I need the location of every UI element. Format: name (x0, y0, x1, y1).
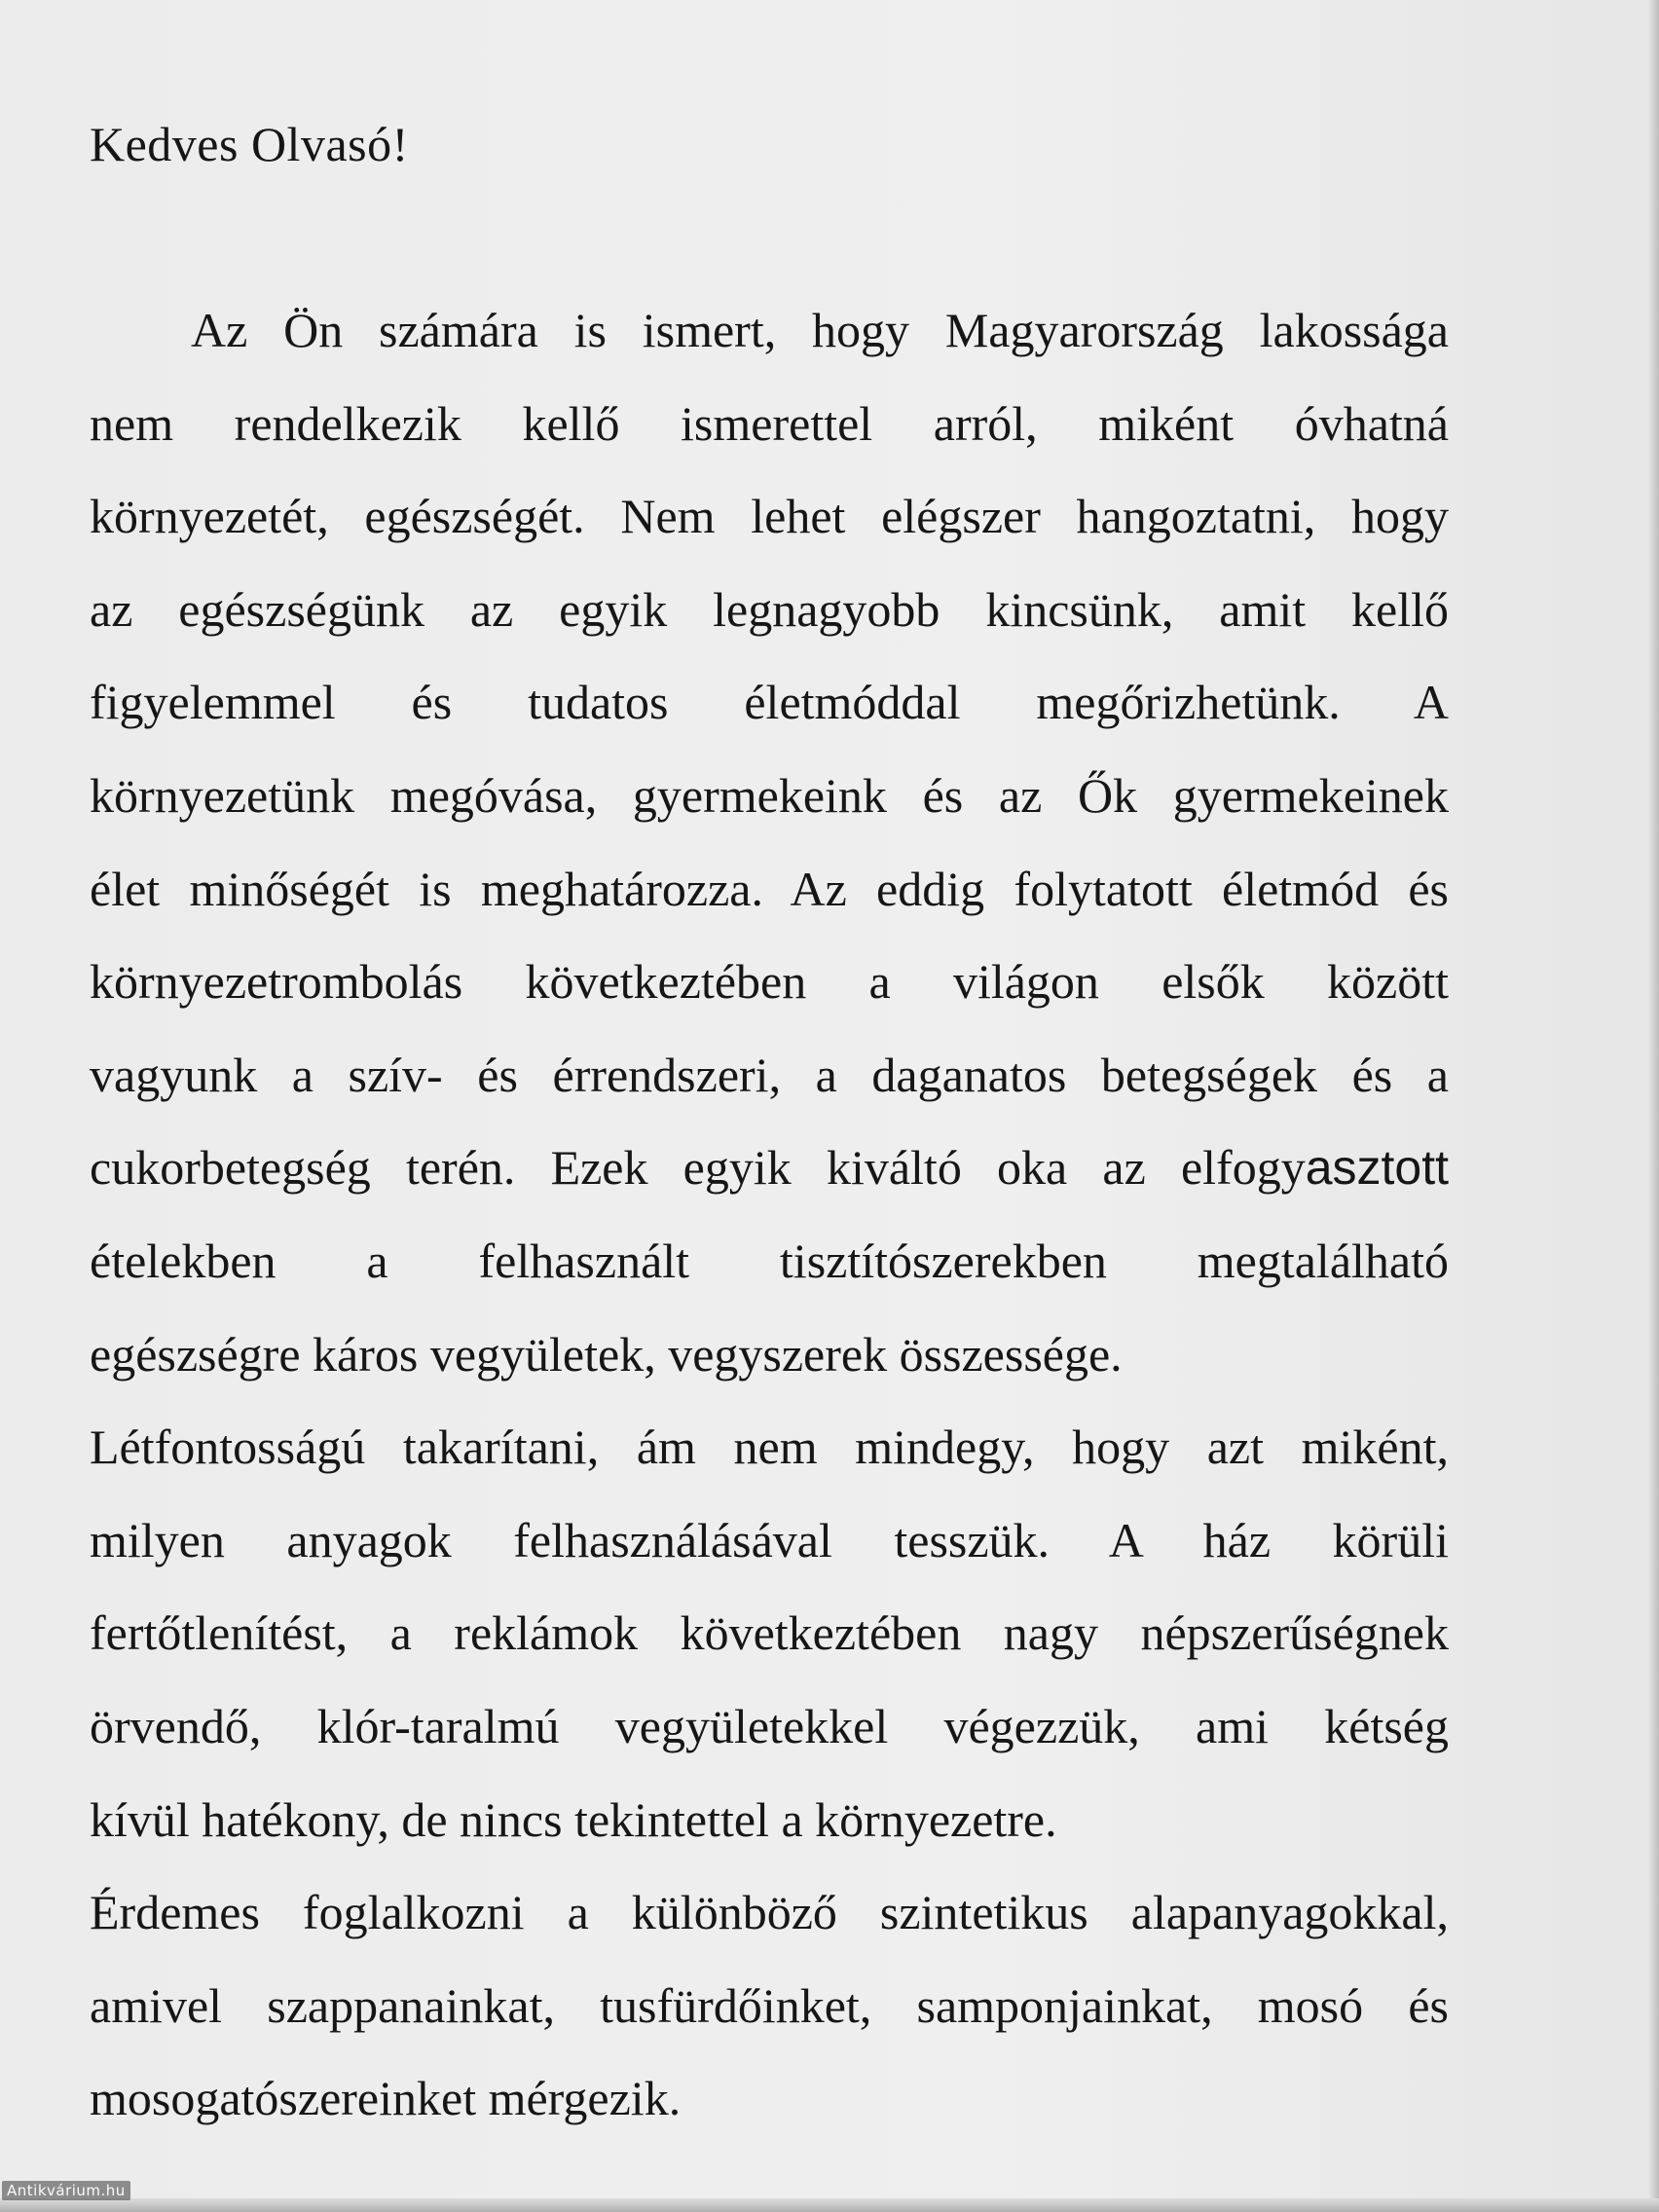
text-line: környezetét, egészségét. Nem lehet elégszer hangoztatni, hogy (90, 489, 1449, 544)
text-line: Létfontosságú takarítani, ám nem mindegy, hogy azt miként, (90, 1419, 1449, 1475)
text-line-mixed-font (90, 1122, 1449, 1215)
text-line: vagyunk a szív- és érrendszeri, a daganatos betegségek és a (90, 1047, 1449, 1102)
text-line: milyen anyagok felhasználásával tesszük. A ház körüli (90, 1512, 1449, 1567)
text-line: örvendő, klór-taralmú vegyületekkel végezzük, ami kétség (90, 1698, 1449, 1753)
page-edge-bottom (0, 2198, 1659, 2212)
text-line: Az Ön számára is ismert, hogy Magyarország lakossága (191, 303, 1449, 357)
text-line: ételekben a felhasznált tisztítószerekben megtalálható (90, 1233, 1449, 1288)
text-line: élet minőségét is meghatározza. Az eddig folytatott életmód és (90, 861, 1449, 916)
text-segment-sans: asztott (1305, 1140, 1449, 1196)
text-line: az egészségünk az egyik legnagyobb kincsünk, amit kellő (90, 581, 1449, 637)
text-line: Érdemes foglalkozni a különböző szintetikus alapanyagokkal, (90, 1885, 1449, 1940)
letter-body (90, 97, 1449, 2146)
text-line-last: egészségre káros vegyületek, vegyszerek összessége. (90, 1326, 1123, 1382)
watermark: Antikvárium.hu (2, 2181, 130, 2200)
text-line: fertőtlenítést, a reklámok következtében nagy népszerűségnek (90, 1605, 1449, 1661)
paragraph-1 (90, 284, 1449, 1401)
paragraph-gap (90, 191, 1449, 284)
text-line: figyelemmel és tudatos életmóddal megőrizhetünk. A (90, 675, 1449, 730)
letter-greeting: Kedves Olvasó! (90, 117, 409, 171)
text-line: nem rendelkezik kellő ismerettel arról, miként óvhatná (90, 395, 1449, 451)
text-line: környezetrombolás következtében a világon elsők között (90, 954, 1449, 1010)
text-line-last: mosogatószereinket mérgezik. (90, 2071, 682, 2126)
text-segment: cukorbetegség terén. Ezek egyik kiváltó oka az elfogy (90, 1140, 1306, 1196)
page-edge-right (1649, 0, 1659, 2212)
text-line: amivel szappanainkat, tusfürdőinket, samponjainkat, mosó és (90, 1977, 1449, 2033)
text-line: környezetünk megóvása, gyermekeink és az Ők gyermekeinek (90, 767, 1449, 823)
text-line-last: kívül hatékony, de nincs tekintettel a környezetre. (90, 1791, 1057, 1847)
paragraph-2 (90, 1401, 1449, 1866)
paragraph-3 (90, 1866, 1449, 2146)
